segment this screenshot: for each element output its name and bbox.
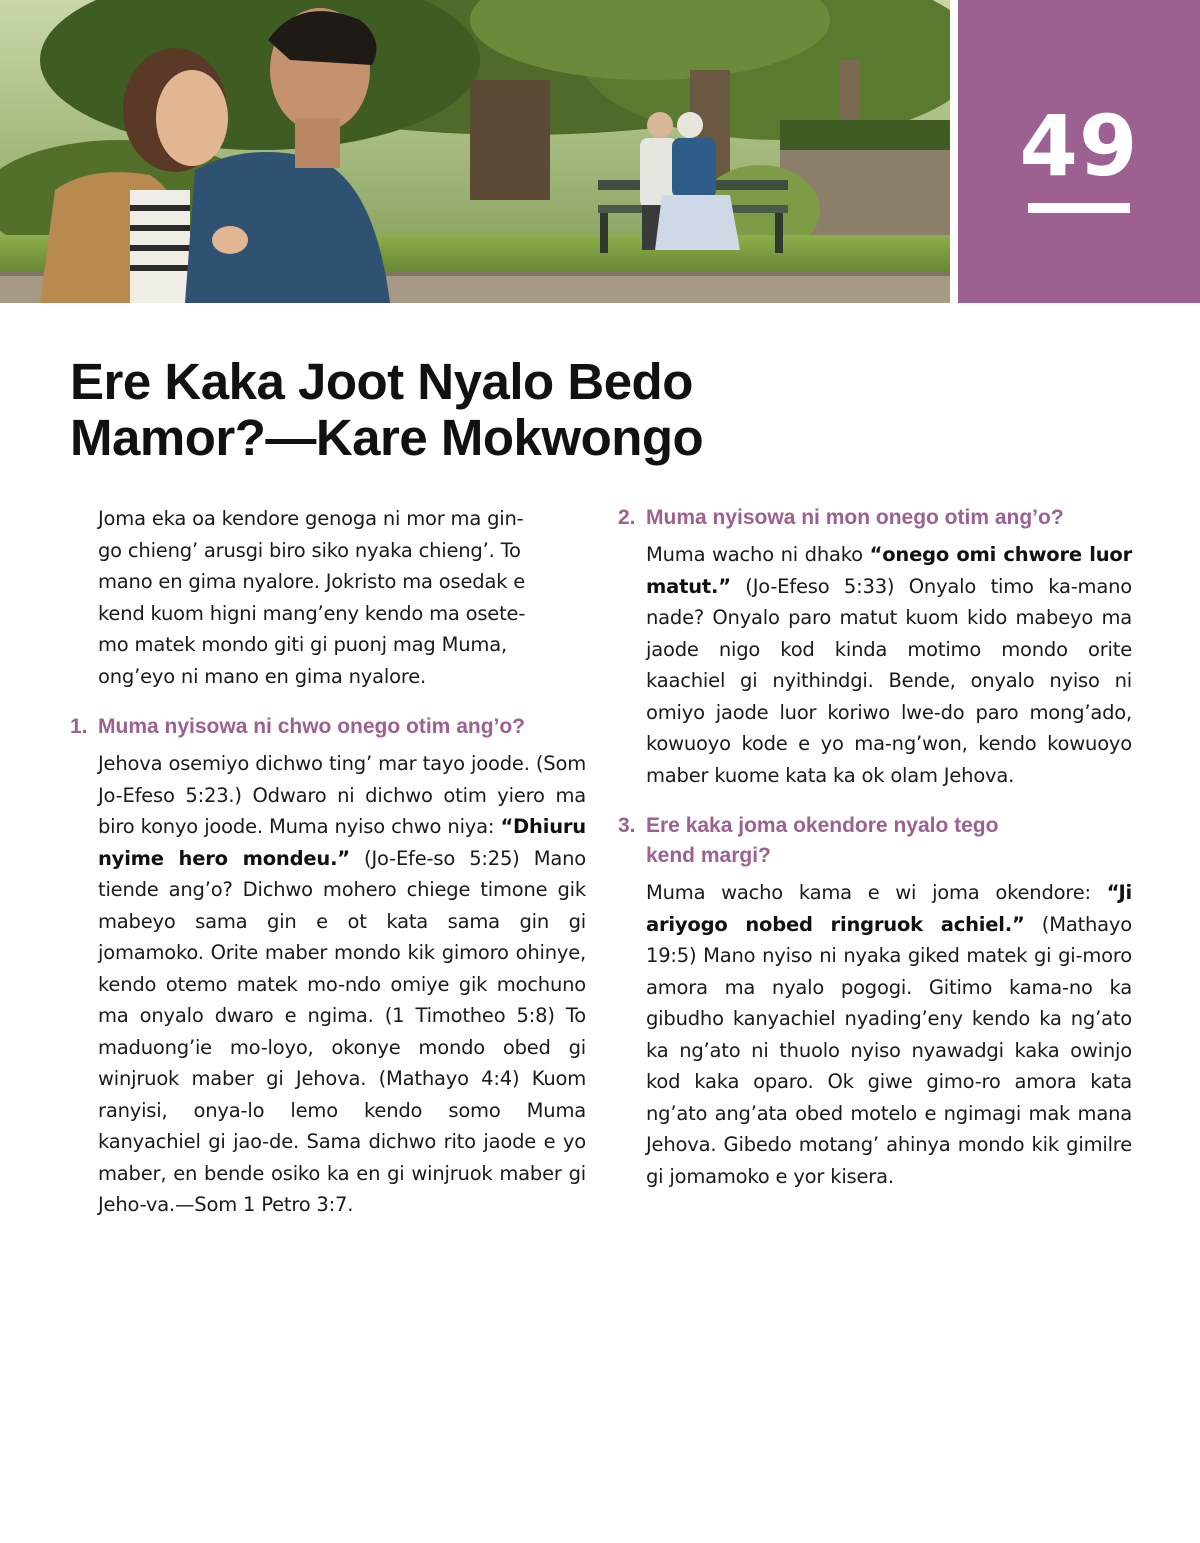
- question-text-line2: kend margi?: [646, 844, 771, 867]
- question-2: [618, 503, 1132, 533]
- intro-paragraph: Joma eka oa kendore genoga ni mor ma gin- go chieng’ arusgi biro siko nyaka chieng’. To mano en gima nyalore. Jokristo ma osedak e kend kuom higni mang’eny kendo ma osete- mo matek mondo giti gi puonj mag Muma, ong’eyo ni mano en gima nyalore.: [98, 507, 526, 688]
- chapter-number: 49: [1019, 97, 1139, 195]
- question-3: [618, 811, 1132, 871]
- chapter-badge: [958, 0, 1200, 303]
- hero-photo: [0, 0, 950, 303]
- question-text: Muma nyisowa ni mon onego otim ang’o?: [646, 506, 1064, 529]
- question-number: 3.: [618, 814, 636, 837]
- question-1: [70, 712, 586, 742]
- question-number: 2.: [618, 506, 636, 529]
- page-title-line2: Mamor?—Kare Mokwongo: [70, 409, 704, 466]
- right-column: [618, 503, 1132, 1192]
- answer-paragraph-3: Muma wacho kama e wi joma okendore: “Ji ariyogo nobed ringruok achiel.” (Mathayo 19:5) Mano nyiso ni nyaka giked matek gi gi-moro amora ma nyalo pogogi. Gitimo kama-no ka gibudho kanyachiel nyading’eny kendo ka ng’ato ka ng’ato ni thuolo nyiso nyawadgi kaka owinjo kod kaka oparo. Ok giwe gimo-ro amora kata ng’ato ang’ata obed motelo e ngimagi mak mana Jehova. Gibedo motang’ ahinya mondo kik gimilre gi jomamoko e yor kisera.: [646, 881, 1132, 1188]
- scripture-quote: “Dhiuru nyime hero mondeu.”: [98, 815, 586, 870]
- page-title: [70, 354, 770, 466]
- left-column: [70, 503, 586, 1221]
- answer-paragraph-1: Jehova osemiyo dichwo ting’ mar tayo joode. (Som Jo-Efeso 5:23.) Odwaro ni dichwo otim yiero ma biro konyo joode. Muma nyiso chwo niya: “Dhiuru nyime hero mondeu.” (Jo-Efe-so 5:25) Mano tiende ang’o? Dichwo mohero chiege timone gik mabeyo sama gin e ot kata sama gin gi jomamoko. Orite maber mondo kik gimoro ohinye, kendo otemo matek mo-ndo omiye gik mochuno ma onyalo dwaro e ngima. (1 Timotheo 5:8) To maduong’ie mo-loyo, okonye mondo obed gi winjruok maber gi Jehova. (Mathayo 4:4) Kuom ranyisi, onya-lo lemo kendo somo Muma kanyachiel gi jao-de. Sama dichwo rito jaode e yo maber, en bende osiko ka en gi winjruok maber gi Jeho-va.—Som 1 Petro 3:7.: [98, 752, 586, 1216]
- question-number: 1.: [70, 715, 88, 738]
- scripture-quote: “Ji ariyogo nobed ringruok achiel.”: [646, 881, 1132, 936]
- chapter-underline: [1028, 203, 1130, 213]
- page-title-line1: Ere Kaka Joot Nyalo Bedo: [70, 353, 693, 410]
- question-text: Muma nyisowa ni chwo onego otim ang’o?: [98, 715, 526, 738]
- answer-paragraph-2: Muma wacho ni dhako “onego omi chwore luor matut.” (Jo-Efeso 5:33) Onyalo timo ka-mano nade? Onyalo paro matut kuom kido mabeyo ma jaode nigo kod kinda motimo mondo orite kaachiel gi nyithindgi. Bende, onyalo nyiso ni omiyo jaode luor koriwo lwe-do paro mong’ado, kowuoyo kode e yo ma-ng’won, kendo kowuoyo maber kuome kata ka ok olam Jehova.: [646, 543, 1132, 787]
- question-text-line1: Ere kaka joma okendore nyalo tego: [646, 814, 999, 837]
- scripture-quote: “onego omi chwore luor matut.”: [646, 543, 1132, 598]
